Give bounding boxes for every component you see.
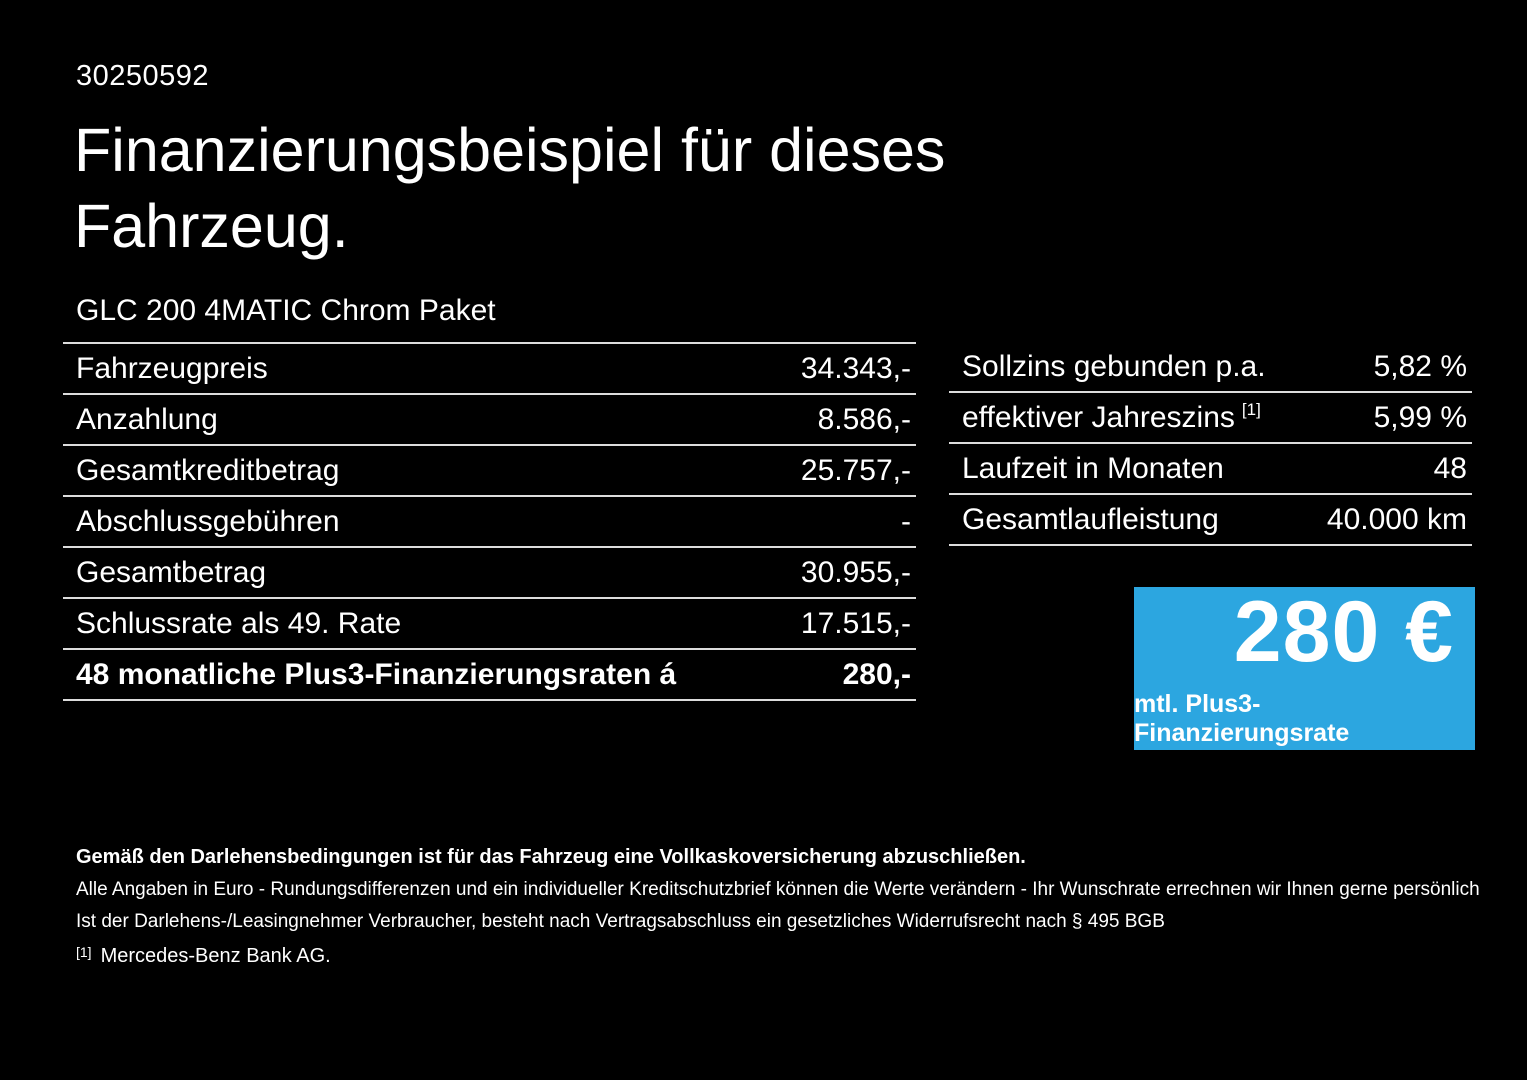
page-title-line-2: Fahrzeug. <box>74 192 349 260</box>
row-label: Gesamtkreditbetrag <box>76 453 340 487</box>
monthly-rate-caption: mtl. Plus3-Finanzierungsrate <box>1134 690 1350 747</box>
table-row <box>63 446 916 497</box>
row-value: 280,- <box>842 657 911 691</box>
page-title <box>74 112 945 264</box>
footnote-marker: [1] <box>1241 400 1261 419</box>
price-box <box>1134 584 1475 750</box>
vehicle-name: GLC 200 4MATIC Chrom Paket <box>76 294 496 327</box>
row-value: 48 <box>1433 451 1467 485</box>
table-row <box>949 444 1472 495</box>
table-row <box>949 393 1472 444</box>
table-row <box>63 548 916 599</box>
row-label: Schlussrate als 49. Rate <box>76 606 402 640</box>
page-title-line-1: Finanzierungsbeispiel für dieses <box>74 116 946 184</box>
disclaimer-line-3: Ist der Darlehens-/Leasingnehmer Verbraucher, besteht nach Vertragsabschluss ein gesetzliches Widerrufsrecht nach § 495 BGB <box>76 911 1165 932</box>
finance-table-right <box>949 342 1472 546</box>
row-value: 30.955,- <box>800 555 911 589</box>
row-value: 34.343,- <box>800 351 911 385</box>
row-label: Sollzins gebunden p.a. <box>962 349 1266 383</box>
footnote <box>76 944 331 968</box>
row-value: 40.000 km <box>1326 502 1467 536</box>
row-label: Laufzeit in Monaten <box>962 451 1224 485</box>
table-row <box>949 342 1472 393</box>
offer-id: 30250592 <box>76 60 210 92</box>
footnote-marker: [1] <box>76 944 92 960</box>
row-label: 48 monatliche Plus3-Finanzierungsraten á <box>76 657 677 691</box>
table-row <box>63 395 916 446</box>
table-row <box>63 344 916 395</box>
row-label: effektiver Jahreszins [1] <box>962 400 1261 434</box>
row-value: 8.586,- <box>817 402 911 436</box>
monthly-rate-amount: 280 € <box>1233 584 1454 680</box>
row-value: - <box>901 504 911 538</box>
table-row-monthly-rate <box>63 650 916 701</box>
finance-table-left <box>63 342 916 701</box>
row-label: Fahrzeugpreis <box>76 351 268 385</box>
footnote-text: Mercedes-Benz Bank AG. <box>100 945 331 967</box>
disclaimer-bold-line: Gemäß den Darlehensbedingungen ist für das Fahrzeug eine Vollkaskoversicherung abzuschließen. <box>76 846 1026 868</box>
table-row <box>63 599 916 650</box>
table-row <box>63 497 916 548</box>
row-label: Gesamtlaufleistung <box>962 502 1219 536</box>
row-value: 25.757,- <box>800 453 911 487</box>
table-row <box>949 495 1472 546</box>
row-label: Abschlussgebühren <box>76 504 340 538</box>
row-label: Gesamtbetrag <box>76 555 267 589</box>
row-value: 5,99 % <box>1373 400 1467 434</box>
row-value: 17.515,- <box>800 606 911 640</box>
row-label: Anzahlung <box>76 402 218 436</box>
row-value: 5,82 % <box>1373 349 1467 383</box>
disclaimer-line-2: Alle Angaben in Euro - Rundungsdifferenzen und ein individueller Kreditschutzbrief können die Werte verändern - Ihr Wunschrate errechnen wir Ihnen gerne persönlich <box>76 879 1480 900</box>
